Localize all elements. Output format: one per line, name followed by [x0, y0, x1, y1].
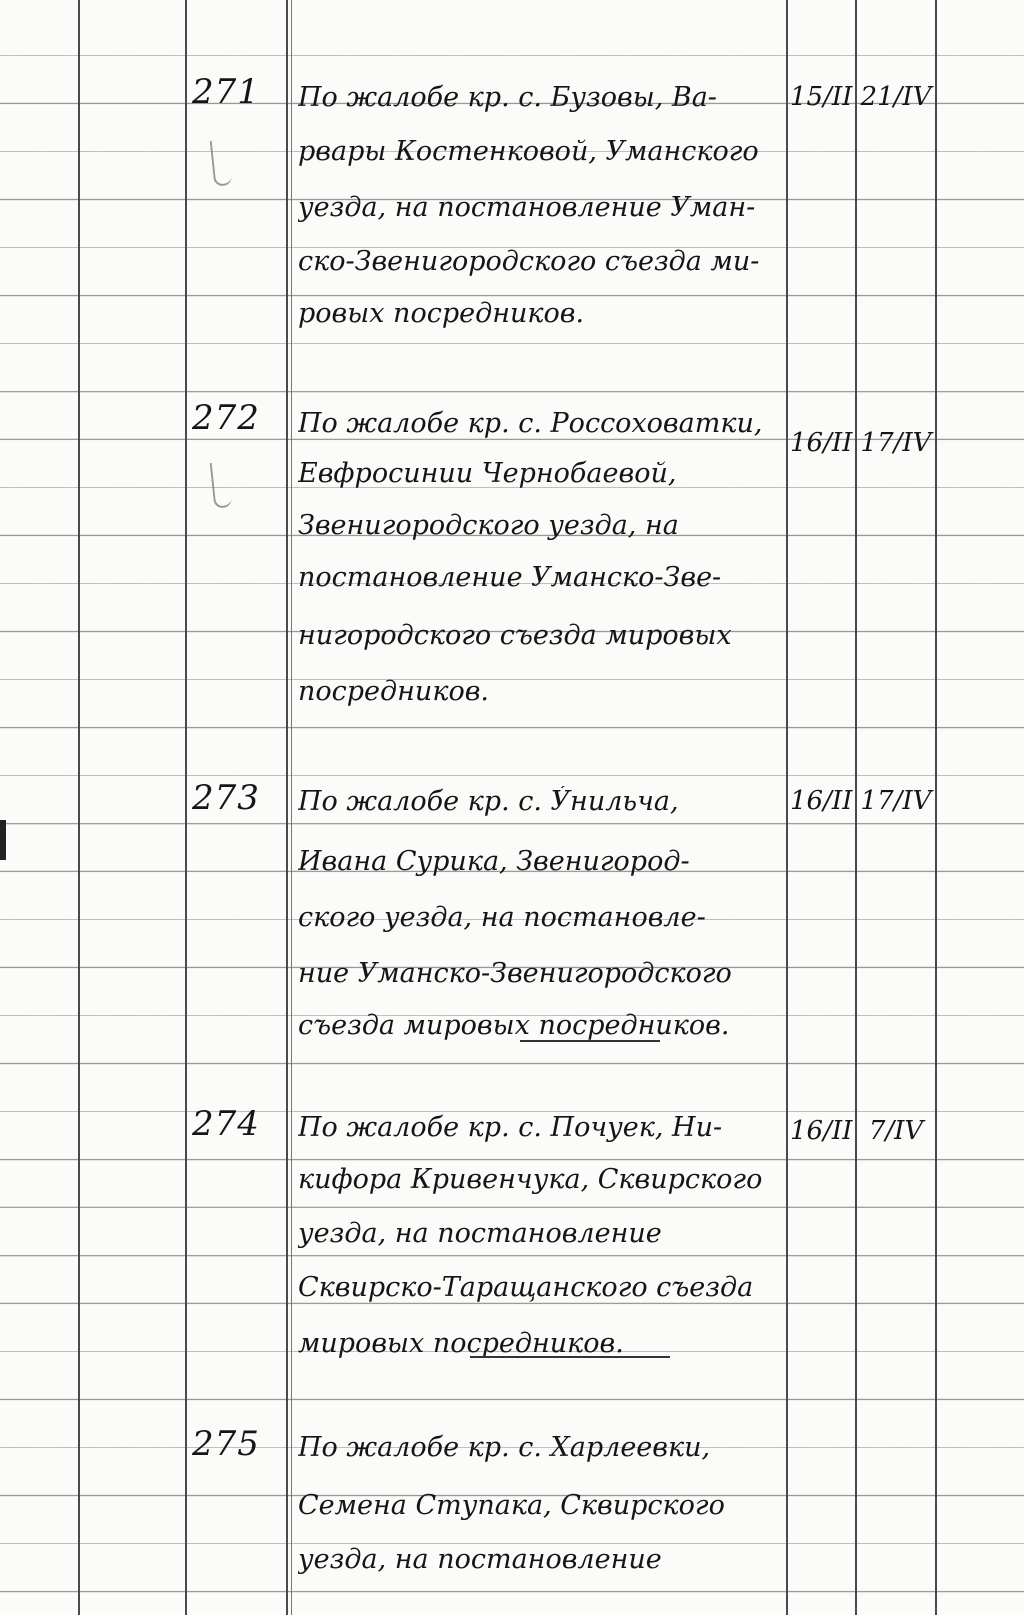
date-resolved: 17/IV [860, 428, 932, 458]
underline-stroke [470, 1356, 670, 1358]
column-rule [185, 0, 187, 1615]
entry-text-line: мировых посредников. [298, 1328, 624, 1359]
entry-number: 271 [192, 72, 260, 112]
entry-number: 273 [192, 778, 260, 818]
column-rule [855, 0, 857, 1615]
entry-text-line: ровых посредников. [298, 298, 585, 329]
entry-text-line: уезда, на постановление [298, 1544, 662, 1575]
entry-number: 274 [192, 1104, 260, 1144]
check-mark [210, 139, 233, 187]
entry-text-line: По жалобе кр. с. Почуек, Ни- [298, 1112, 723, 1143]
column-rule [291, 0, 292, 1615]
column-rule [78, 0, 80, 1615]
entry-text-line: Семена Ступака, Сквирского [298, 1490, 725, 1521]
entry-text-line: кифора Кривенчука, Сквирского [298, 1164, 763, 1195]
entry-text-line: Ивана Сурика, Звенигород- [298, 846, 690, 877]
entry-text-line: Звенигородского уезда, на [298, 510, 679, 541]
column-rule [786, 0, 788, 1615]
entry-text-line: По жалобе кр. с. Россоховатки, [298, 408, 763, 439]
binding-mark [0, 820, 6, 860]
entry-text-line: ско-Звенигородского съезда ми- [298, 246, 760, 277]
underline-stroke [520, 1040, 660, 1042]
entry-text-line: уезда, на постановление Уман- [298, 192, 756, 223]
entry-text-line: нигородского съезда мировых [298, 620, 732, 651]
date-received: 15/II [790, 82, 853, 112]
entry-text-line: съезда мировых посредников. [298, 1010, 730, 1041]
entry-text-line: По жалобе кр. с. Бузовы, Ва- [298, 82, 717, 113]
column-rule [286, 0, 288, 1615]
entry-text-line: ского уезда, на постановле- [298, 902, 706, 933]
entry-text-line: По жалобе кр. с. Харлеевки, [298, 1432, 711, 1463]
entry-text-line: уезда, на постановление [298, 1218, 662, 1249]
entry-text-line: По жалобе кр. с. У́нильча, [298, 786, 679, 817]
date-received: 16/II [790, 786, 853, 816]
entry-number: 272 [192, 398, 260, 438]
entry-text-line: рвары Костенковой, Уманского [298, 136, 759, 167]
date-received: 16/II [790, 428, 853, 458]
date-resolved: 17/IV [860, 786, 932, 816]
entry-text-line: постановление Уманско-Зве- [298, 562, 722, 593]
entry-text-line: посредников. [298, 676, 489, 707]
column-rule [935, 0, 937, 1615]
entry-text-line: ние Уманско-Звенигородского [298, 958, 732, 989]
entry-text-line: Сквирско-Таращанского съезда [298, 1272, 754, 1303]
date-received: 16/II [790, 1116, 853, 1146]
check-mark [210, 461, 233, 509]
date-resolved: 21/IV [860, 82, 932, 112]
entry-text-line: Евфросинии Чернобаевой, [298, 458, 677, 489]
entry-number: 275 [192, 1424, 260, 1464]
date-resolved: 7/IV [868, 1116, 924, 1146]
